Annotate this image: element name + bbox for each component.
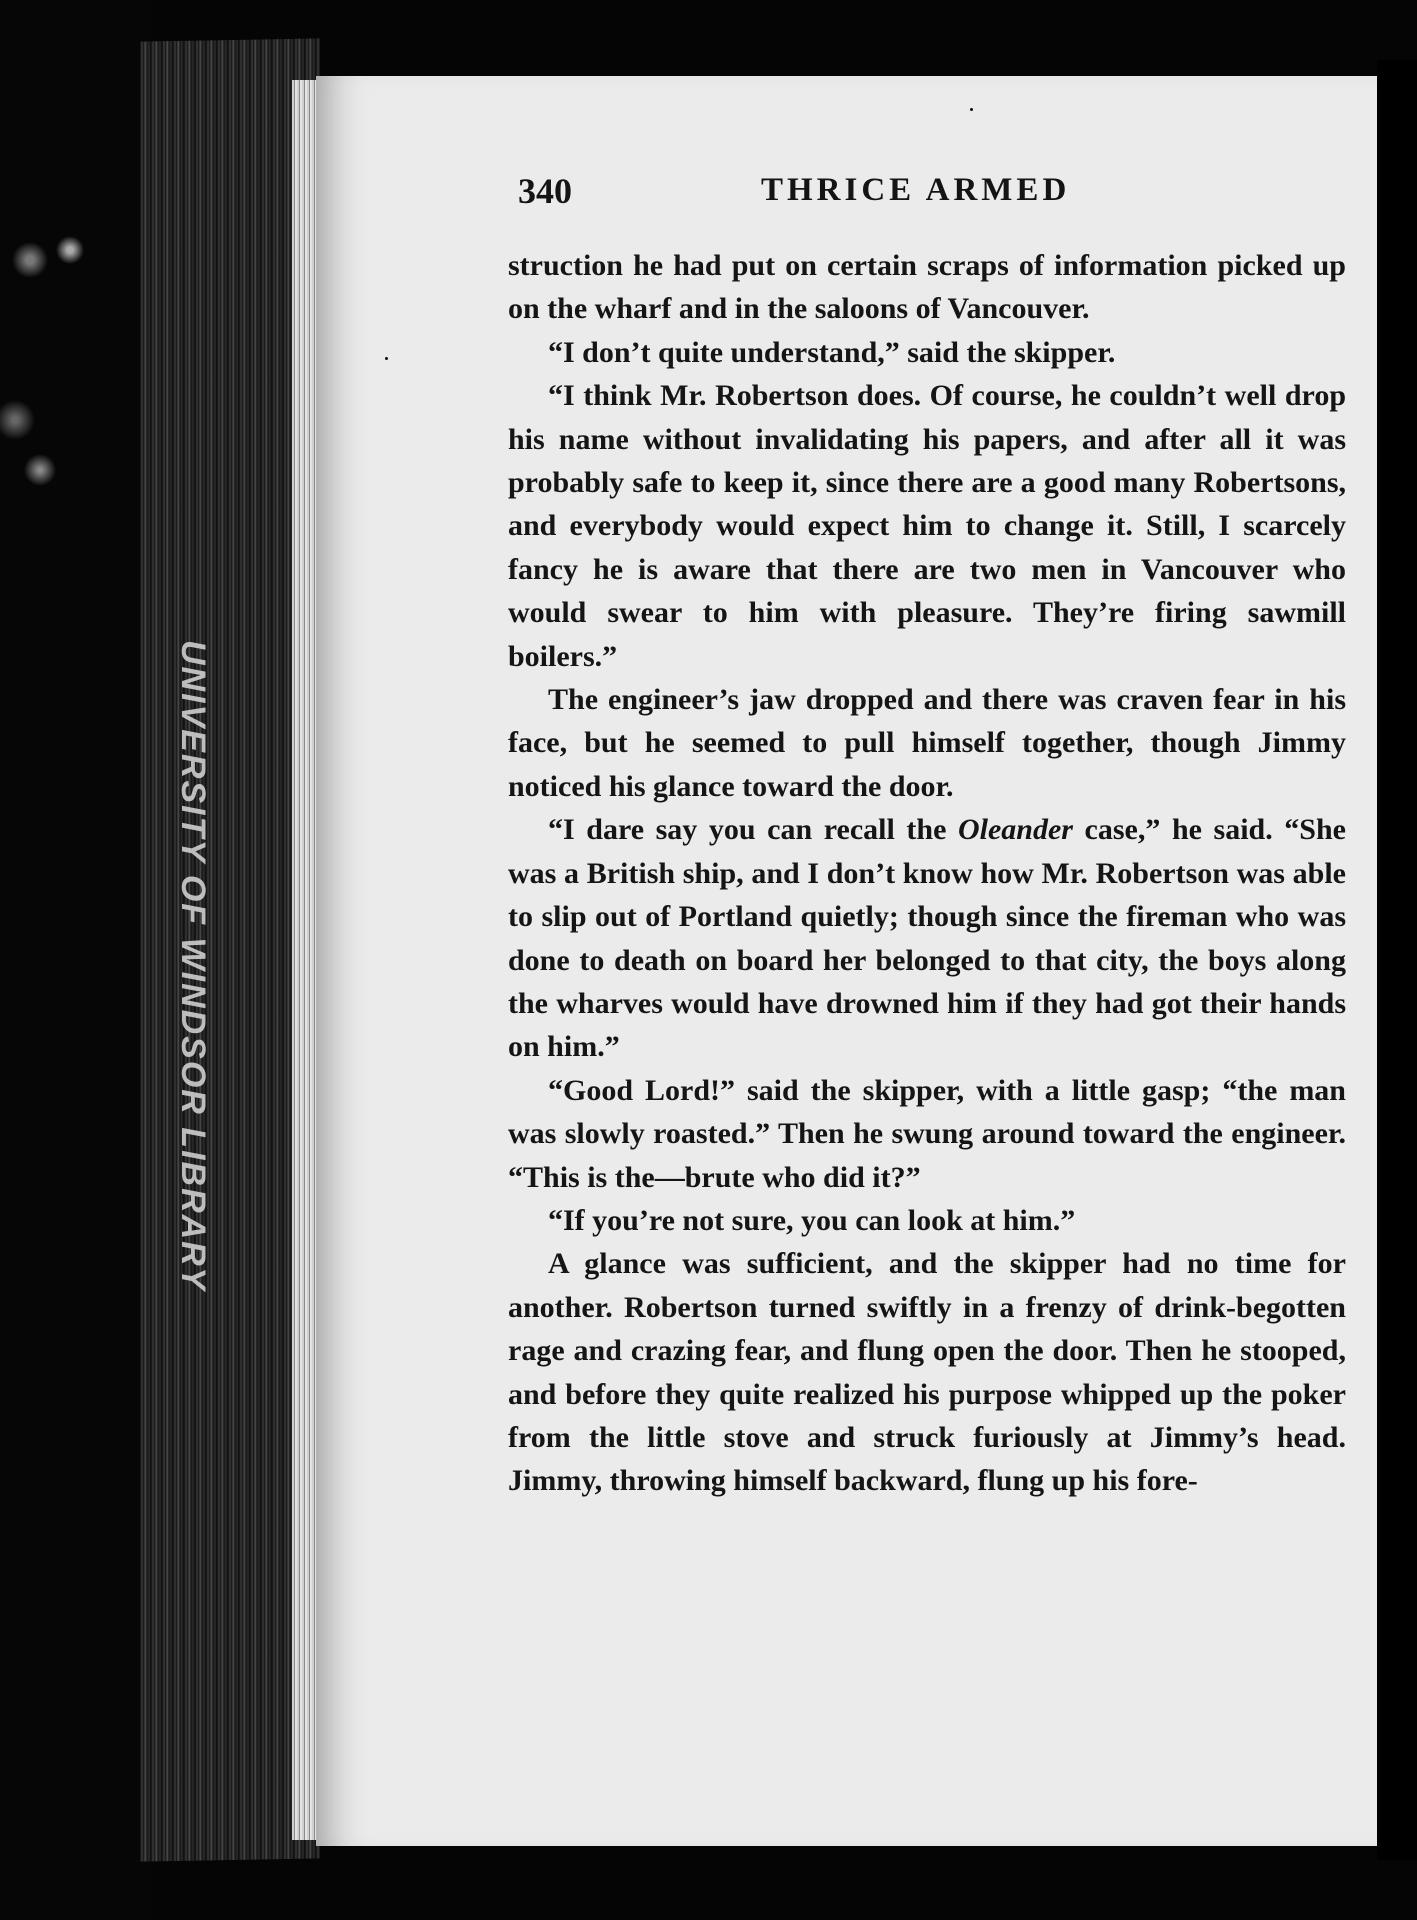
paragraph: “Good Lord!” said the skipper, with a little gasp; “the man was slowly roasted.” Then he swung around toward the engineer. “This is the—brute who did it?” [508,1073,1346,1194]
page-header [518,170,1108,222]
paragraph: “I don’t quite understand,” said the skipper. [548,335,1116,369]
paragraph: “If you’re not sure, you can look at him.” [548,1203,1076,1237]
scan-right-edge [1377,60,1417,1860]
ship-name: Oleander [957,813,1073,847]
paragraph: The engineer’s jaw dropped and there was craven fear in his face, but he seemed to pull himself together, though Jimmy noticed his glance toward the door. [508,683,1346,803]
page-number: 340 [518,171,572,211]
paragraph: “I dare say you can recall the Oleander case,” he said. “She was a British ship, and I don’t know how Mr. Robertson was able to slip out of Portland quietly; though since the fireman who was done to death on board her belonged to that city, the boys along the wharves would have drowned him if they had got their hands on him.” [508,813,1346,1064]
scan-background [0,0,150,1920]
dust-speck [385,357,388,360]
paragraph: “I think Mr. Robertson does. Of course, he couldn’t well drop his name without invalidating his papers, and after all it was probably safe to keep it, since there are a good many Robertsons, and everybody would expect him to change it. Still, I scarcely fancy he is aware that there are two men in Vancouver who would swear to him with pleasure. They’re firing sawmill boilers.” [508,379,1346,673]
paragraph: struction he had put on certain scraps of information picked up on the wharf and in the saloons of Vancouver. [508,249,1346,326]
running-title: THRICE ARMED [761,172,1071,208]
paragraph: A glance was sufficient, and the skipper had no time for another. Robertson turned swiftly in a frenzy of drink-begotten rage and crazing fear, and flung open the door. Then he stooped, and before they quite realized his purpose whipped up the poker from the little stove and struck furiously at Jimmy’s head. Jimmy, throwing himself backward, flung up his fore- [508,1247,1346,1498]
body-text [508,244,1346,1503]
page-edges [292,80,318,1840]
dust-speck [970,108,973,111]
library-stamp: UNIVERSITY OF WINDSOR LIBRARY [174,640,212,1292]
